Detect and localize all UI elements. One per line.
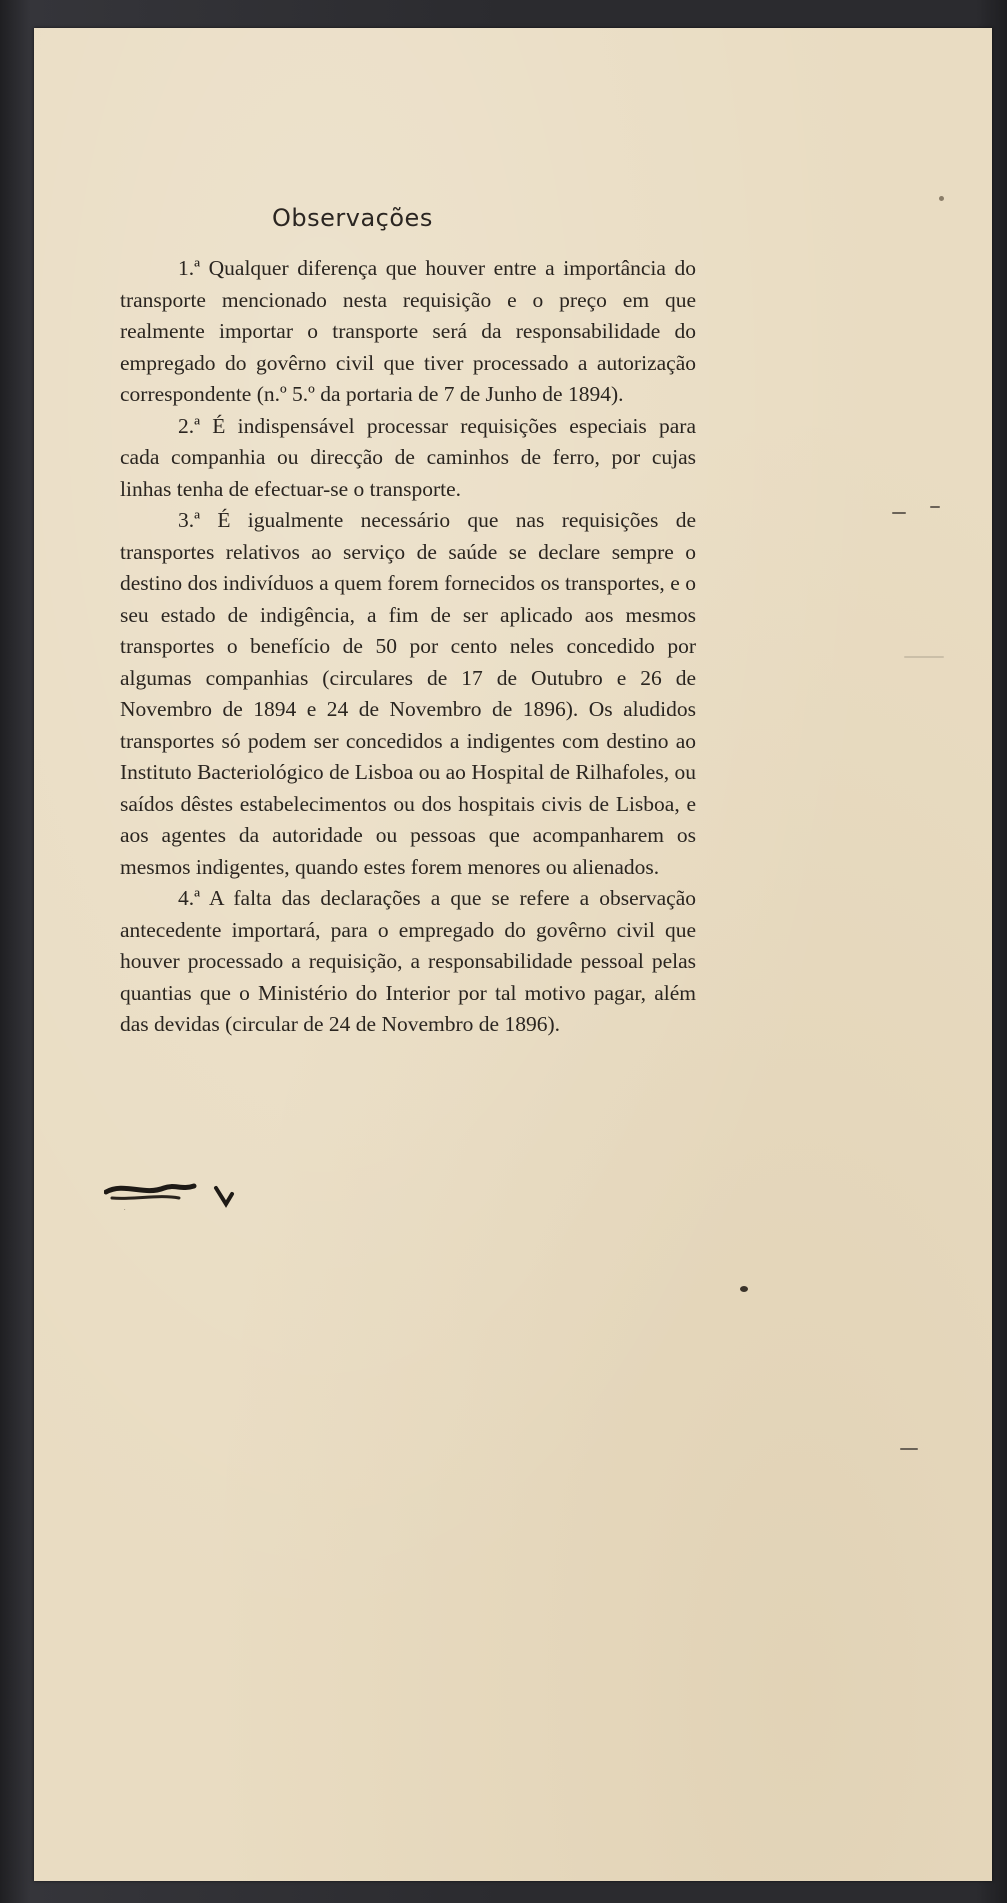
paper-mark [930, 506, 940, 508]
paper-mark [904, 656, 944, 658]
observation-3: 3.ª É igualmente necessário que nas requisições de transportes relativos ao serviço de saúde se declare sempre o destino dos indivíduos a quem forem fornecidos os transportes, e o seu estado de indigência, a fim de ser aplicado aos mesmos transportes o benefício de 50 por cento neles concedido por algumas companhias (circulares de 17 de Outubro e 26 de Novembro de 1894 e 24 de Novembro de 1896). Os aludidos transportes só podem ser concedidos a indigentes com destino ao Instituto Bacteriológico de Lisboa ou ao Hospital de Rilhafoles, ou saídos dêstes estabelecimentos ou dos hospitais civis de Lisboa, e aos agentes da autoridade ou pessoas que acompanharem os mesmos indigentes, quando estes forem menores ou alienados. [120, 508, 696, 879]
paper-speck [740, 1286, 748, 1292]
paper-mark [892, 512, 906, 514]
observation-4: 4.ª A falta das declarações a que se refere a observação antecedente importará, para o empregado do govêrno civil que houver processado a requisição, a responsabilidade pessoal pelas quantias que o Ministério do Interior por tal motivo pagar, além das devidas (circular de 24 de Novembro de 1896). [120, 886, 696, 1036]
document-heading: Observações [272, 204, 433, 232]
observation-2: 2.ª É indispensável processar requisições especiais para cada companhia ou direcção de caminhos de ferro, por cujas linhas tenha de efectuar-se o transporte. [120, 413, 696, 501]
paper-mark [900, 1448, 918, 1450]
observations-text [120, 253, 696, 1041]
observation-1: 1.ª Qualquer diferença que houver entre a importância do transporte mencionado nesta requisição e o preço em que realmente importar o transporte será da responsabilidade do empregado do govêrno civil que tiver processado a autorização correspondente (n.º 5.º da portaria de 7 de Junho de 1894). [120, 256, 696, 406]
paper-speck [939, 196, 944, 201]
document-page [34, 28, 992, 1881]
ink-smudge-icon [104, 1160, 294, 1210]
